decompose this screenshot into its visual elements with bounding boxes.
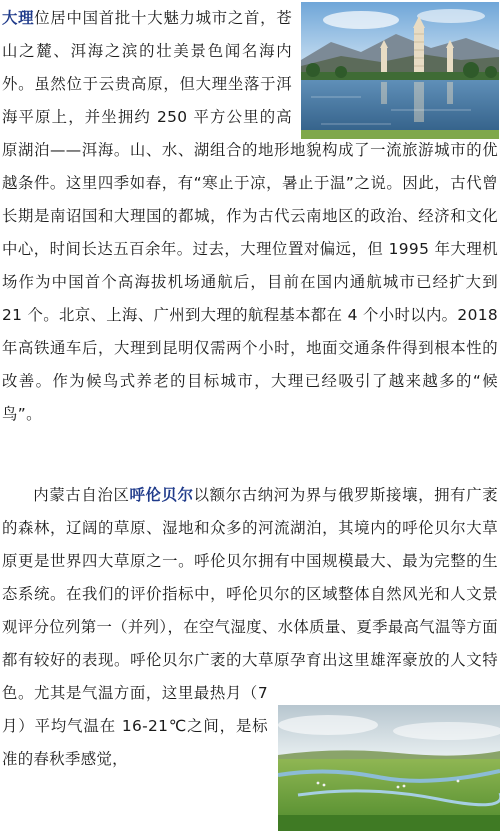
paragraph-hulunbuir-prefix: 内蒙古自治区 bbox=[33, 486, 130, 504]
hulunbuir-photo bbox=[278, 705, 500, 831]
dali-photo bbox=[301, 2, 499, 139]
paragraph-dali-text: 位居中国首批十大魅力城市之首，苍山之麓、洱海之滨的壮美景色闻名海内外。虽然位于云贵高原，但大理坐落于洱海平原上，并坐拥约 250 平方公里的高原湖泊——洱海。山、水、湖组合的地形地貌构成了一流旅游城市的优越条件。这里四季如春，有“寒止于凉，暑止于温”之说。因此，古代曾长期是南诏国和大理国的都城，作为古代云南地区的政治、经济和文化中心，时间长达五百余年。过去，大理位置对偏远，但 1995 年大理机场作为中国首个高海拔机场通航后，目前在国内通航城市已经扩大到 21 个。北京、上海、广州到大理的航程基本都在 4 个小时以内。2018 年高铁通车后，大理到昆明仅需两个小时，地面交通条件得到根本性的改善。作为候鸟式养老的目标城市，大理已经吸引了越来越多的“候鸟”。 bbox=[2, 9, 498, 423]
paragraph-hulunbuir-text: 以额尔古纳河为界与俄罗斯接壤，拥有广袤的森林，辽阔的草原、湿地和众多的河流湖泊，其境内的呼伦贝尔大草原更是世界四大草原之一。呼伦贝尔拥有中国规模最大、最为完整的生态系统。在我们的评价指标中，呼伦贝尔的区域整体自然风光和人文景观评分位列第一（并列），在空气湿度、水体质量、夏季最高气温等方面都有较好的表现。呼伦贝尔广袤的大草原孕育出这里雄浑豪放的人文特色。尤其是气温方面，这里最热月（7 月）平均气温在 16-21℃之间，是标准的春秋季感觉， bbox=[2, 486, 499, 768]
highlight-hulunbuir: 呼伦贝尔 bbox=[129, 486, 194, 504]
highlight-dali: 大理 bbox=[2, 9, 35, 27]
